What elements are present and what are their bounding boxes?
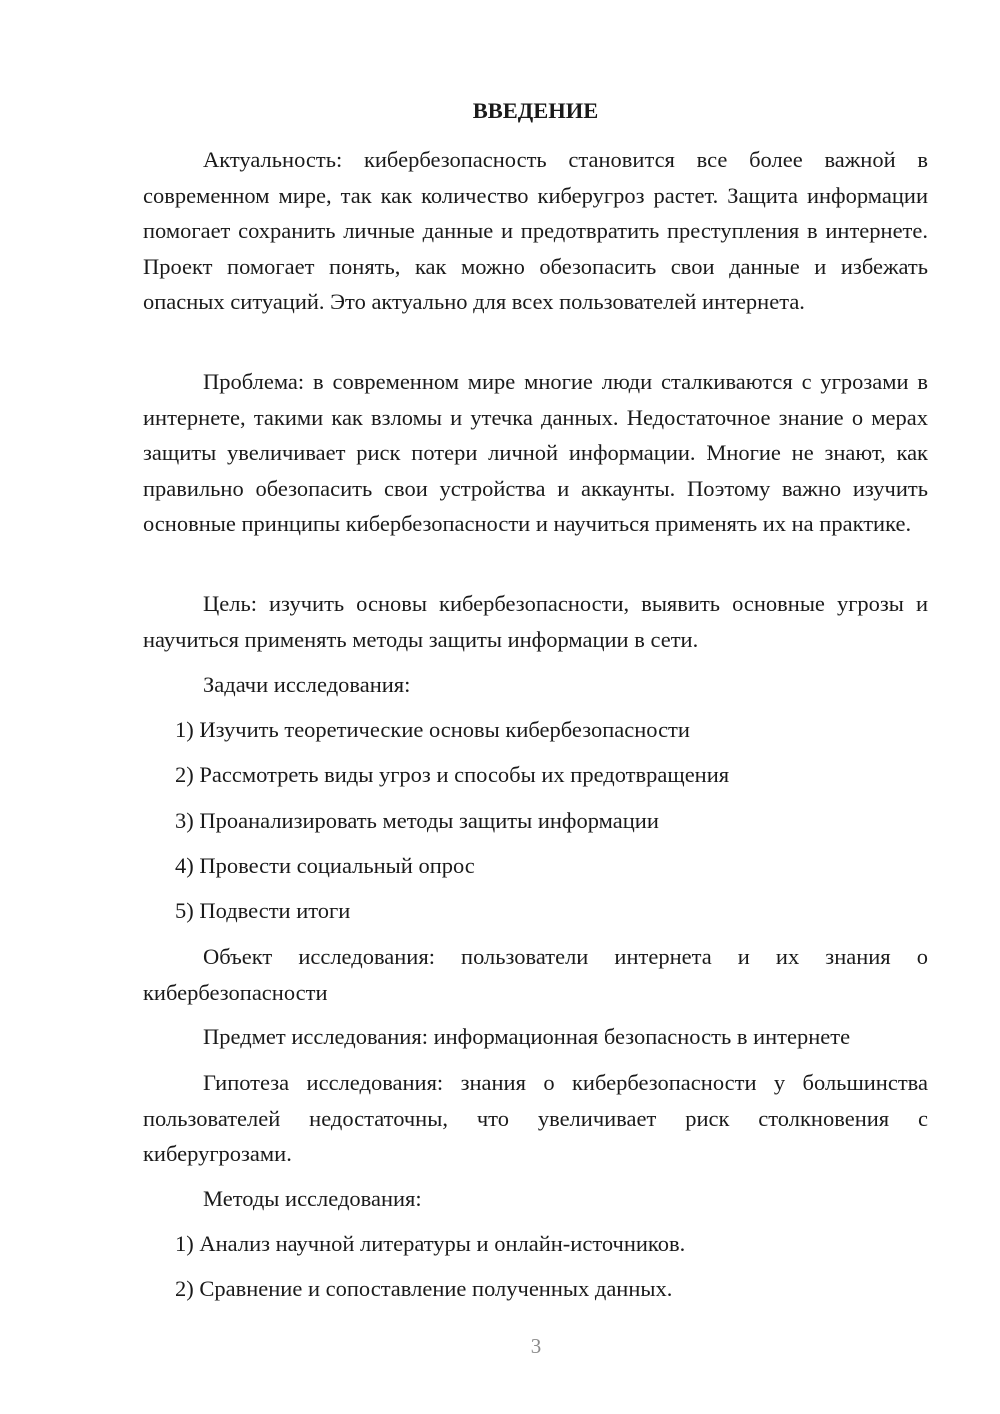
hypothesis-paragraph: Гипотеза исследования: знания о кибербезопасности у большинства пользователей недостаточны, что увеличивает риск столкновения с киберугрозами.: [143, 1070, 928, 1166]
task-item-5: 5) Подвести итоги: [175, 898, 351, 923]
task-item-1: 1) Изучить теоретические основы кибербезопасности: [175, 717, 690, 742]
task-item-3: 3) Проанализировать методы защиты информации: [175, 808, 659, 833]
page-number: 3: [530, 1334, 542, 1358]
task-item-4: 4) Провести социальный опрос: [175, 853, 475, 878]
task-item-2: 2) Рассмотреть виды угроз и способы их предотвращения: [175, 762, 730, 787]
subject-paragraph: Предмет исследования: информационная безопасность в интернете: [203, 1024, 851, 1049]
relevance-paragraph: Актуальность: кибербезопасность становится все более важной в современном мире, так как количество киберугроз растет. Защита информации помогает сохранить личные данные и предотвратить преступления в интернете. Проект помогает понять, как можно обезопасить свои данные и избежать опасных ситуаций. Это актуально для всех пользователей интернета.: [143, 147, 928, 314]
tasks-title: Задачи исследования:: [203, 672, 411, 697]
goal-paragraph: Цель: изучить основы кибербезопасности, выявить основные угрозы и научиться применять методы защиты информации в сети.: [143, 591, 928, 652]
problem-paragraph: Проблема: в современном мире многие люди сталкиваются с угрозами в интернете, такими как взломы и утечка данных. Недостаточное знание о мерах защиты увеличивает риск потери личной информации. Многие не знают, как правильно обезопасить свои устройства и аккаунты. Поэтому важно изучить основные принципы кибербезопасности и научиться применять их на практике.: [143, 369, 928, 536]
method-item-2: 2) Сравнение и сопоставление полученных данных.: [175, 1276, 673, 1301]
method-item-1: 1) Анализ научной литературы и онлайн-источников.: [175, 1231, 686, 1256]
object-paragraph: Объект исследования: пользователи интернета и их знания о кибербезопасности: [143, 944, 928, 1005]
methods-title: Методы исследования:: [203, 1186, 422, 1211]
section-heading: ВВЕДЕНИЕ: [472, 98, 599, 123]
